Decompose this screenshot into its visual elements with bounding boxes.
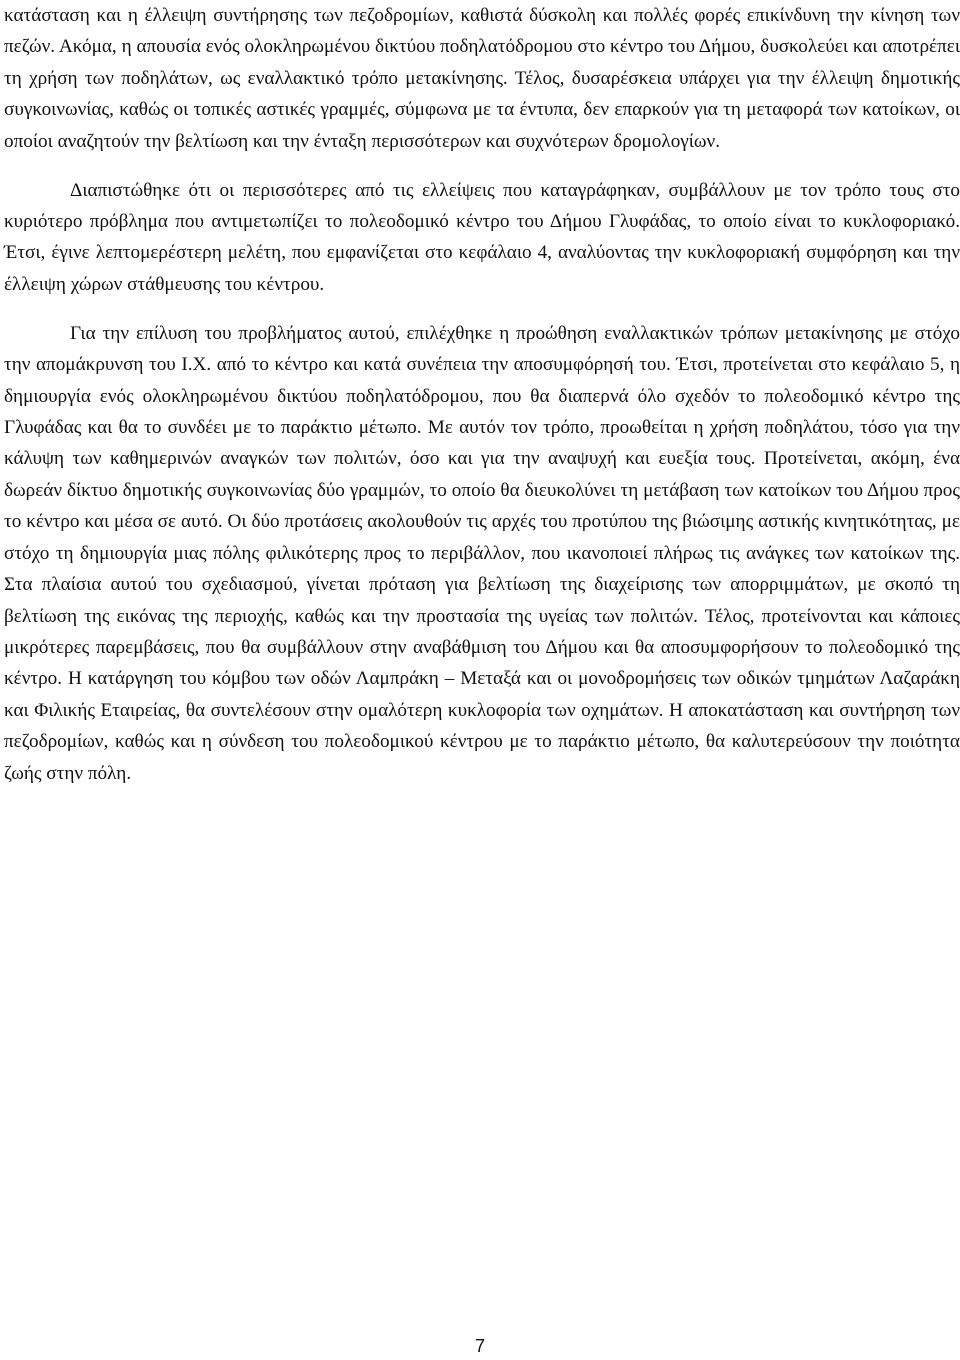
paragraph-proposals: Για την επίλυση του προβλήματος αυτού, επιλέχθηκε η προώθηση εναλλακτικών τρόπων μετακίνησης με στόχο την απομάκρυνση του Ι.Χ. από το κέντρο και κατά συνέπεια την αποσυμφόρησή του. Έτσι, προτείνεται στο κεφάλαιο 5, η δημιουργία ενός ολοκληρωμένου δικτύου ποδηλατόδρομου, που θα διαπερνά όλο σχεδόν το πολεοδομικό κέντρο της Γλυφάδας και θα το συνδέει με το παράκτιο μέτωπο. Με αυτόν τον τρόπο, προωθείται η χρήση ποδηλάτου, τόσο για την κάλυψη των καθημερινών αναγκών των πολιτών, όσο και για την αναψυχή και ευεξία τους. Προτείνεται, ακόμη, ένα δωρεάν δίκτυο δημοτικής συγκοινωνίας δύο γραμμών, το οποίο θα διευκολύνει τη μετάβαση των κατοίκων του Δήμου προς το κέντρο και μέσα σε αυτό. Οι δύο προτάσεις ακολουθούν τις αρχές του προτύπου της βιώσιμης αστικής κινητικότητας, με στόχο τη δημιουργία μιας πόλης φιλικότερης προς το περιβάλλον, που ικανοποιεί πλήρως τις ανάγκες των κατοίκων της. Στα πλαίσια αυτού του σχεδιασμού, γίνεται πρόταση για βελτίωση της διαχείρισης των απορριμμάτων, με σκοπό τη βελτίωση της εικόνας της περιοχής, καθώς και την προστασία της υγείας των πολιτών. Τέλος, προτείνονται και κάποιες μικρότερες παρεμβάσεις, που θα συμβάλλουν στην αναβάθμιση του Δήμου και θα αποσυμφορήσουν το πολεοδομικό της κέντρο. Η κατάργηση του κόμβου των οδών Λαμπράκη – Μεταξά και οι μονοδρομήσεις των οδικών τμημάτων Λαζαράκη και Φιλικής Εταιρείας, θα συντελέσουν στην ομαλότερη κυκλοφορία των οχημάτων. Η αποκατάσταση και συντήρηση των πεζοδρομίων, καθώς και η σύνδεση του πολεοδομικού κέντρου με το παράκτιο μέτωπο, θα καλυτερεύσουν την ποιότητα ζωής στην πόλη.: [4, 322, 960, 784]
page-number: 7: [474, 1336, 485, 1356]
body-text: [4, 0, 960, 789]
paragraph-continuation: κατάσταση και η έλλειψη συντήρησης των πεζοδρομίων, καθιστά δύσκολη και πολλές φορές επικίνδυνη την κίνηση των πεζών. Ακόμα, η απουσία ενός ολοκληρωμένου δικτύου ποδηλατόδρομου στο κέντρο του Δήμου, δυσκολεύει και αποτρέπει τη χρήση των ποδηλάτων, ως εναλλακτικό τρόπο μετακίνησης. Τέλος, δυσαρέσκεια υπάρχει για την έλλειψη δημοτικής συγκοινωνίας, καθώς οι τοπικές αστικές γραμμές, σύμφωνα με τα έντυπα, δεν επαρκούν για τη μεταφορά των κατοίκων, οι οποίοι αναζητούν την βελτίωση και την ένταξη περισσότερων και συχνότερων δρομολογίων.: [4, 5, 960, 152]
paragraph-traffic-findings: Διαπιστώθηκε ότι οι περισσότερες από τις ελλείψεις που καταγράφηκαν, συμβάλλουν με τον τρόπο τους στο κυριότερο πρόβλημα που αντιμετωπίζει το πολεοδομικό κέντρο του Δήμου Γλυφάδας, το οποίο είναι το κυκλοφοριακό. Έτσι, έγινε λεπτομερέστερη μελέτη, που εμφανίζεται στο κεφάλαιο 4, αναλύοντας την κυκλοφοριακή συμφόρηση και την έλλειψη χώρων στάθμευσης του κέντρου.: [4, 179, 960, 295]
